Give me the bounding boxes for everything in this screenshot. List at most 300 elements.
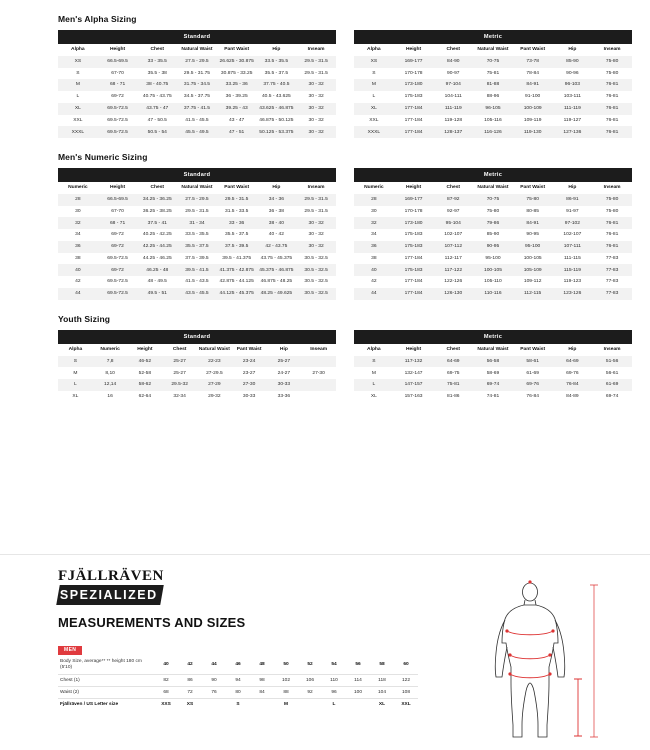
cell: 34 [354,229,394,241]
cell: 40 [58,264,98,276]
cell: 40 [354,264,394,276]
col-header: Alpha [58,44,98,56]
cell: 104-111 [433,91,473,103]
cell: 69.5-72.5 [98,288,138,300]
cell: 69.5-72.5 [98,115,138,127]
cell: 27.5 - 29.5 [177,56,217,68]
cell: 46.875 - 50.125 [257,115,297,127]
cell: 46-52 [128,356,163,368]
col-header: Hip [553,182,593,194]
size-col-header: 46 [226,656,250,674]
cell: 41.5 - 43.5 [177,276,217,288]
cell: 177-184 [394,115,434,127]
cell: 29.5 - 31.5 [217,194,257,206]
cell: 27.5 - 29.5 [177,194,217,206]
section-mens-alpha [0,0,650,138]
table-row [58,126,336,138]
cell: 76-81 [592,217,632,229]
cell: 69-74 [473,379,513,391]
cell: 36 [58,241,98,253]
cell: 79-86 [473,217,513,229]
col-header: Alpha [354,344,394,356]
cell: 44 [58,288,98,300]
table-row [58,241,336,253]
col-header: Hip [257,182,297,194]
table-header-bar: Metric [354,168,632,182]
cell: 40.75 - 43.75 [137,91,177,103]
cell: 82 [154,674,178,686]
col-header: Pant Waist [232,344,267,356]
cell: 32 [58,217,98,229]
cell: 175-183 [394,229,434,241]
cell: XL [58,391,93,403]
col-header: Inseam [296,44,336,56]
size-col-header: 42 [178,656,202,674]
table-row [58,264,336,276]
cell: 177-184 [394,253,434,265]
col-header: Numeric [93,344,128,356]
panel-title: MEASUREMENTS AND SIZES [58,615,246,630]
cell: 30.5 - 32.5 [296,276,336,288]
cell: 84-90 [433,56,473,68]
cell: 75-81 [473,68,513,80]
cell: 69-72 [98,229,138,241]
cell: 84-91 [513,79,553,91]
col-header: Inseam [592,344,632,356]
cell: 90-96 [553,68,593,80]
cell: 30.5 - 32.5 [296,253,336,265]
cell: 36 - 38 [257,206,297,218]
cell: 46.875 - 48.25 [257,276,297,288]
cell: 109-119 [513,115,553,127]
cell: 37.75 - 41.5 [177,103,217,115]
cell [301,356,336,368]
cell: 25-27 [267,356,302,368]
cell: 76-81 [592,79,632,91]
cell: 69.5-72.5 [98,276,138,288]
table-row [58,276,336,288]
table-row [58,115,336,127]
cell: 43 - 47 [217,115,257,127]
table-metric [354,168,632,300]
cell: 38 - 40 [257,217,297,229]
cell: 76-81 [592,115,632,127]
cell: 68 - 71 [98,79,138,91]
cell: 38 [58,253,98,265]
cell: 42.25 - 44.25 [137,241,177,253]
cell: 67-70 [98,68,138,80]
col-header: Height [128,344,163,356]
cell: 96-105 [473,103,513,115]
table-row [354,115,632,127]
brand-logo-primary: FJÄLLRÄVEN [58,568,164,584]
size-col-header: 56 [346,656,370,674]
cell: 116-126 [473,126,513,138]
col-header: Hip [553,44,593,56]
cell: L [354,379,394,391]
cell: 112-117 [433,253,473,265]
cell: 34 [58,229,98,241]
cell: 29.5 - 31.75 [177,68,217,80]
cell: 75-80 [513,194,553,206]
cell: XXL [58,115,98,127]
cell: 69-74 [592,391,632,403]
col-header: Natural Waist [473,344,513,356]
size-col-header: 50 [274,656,298,674]
cell: 90-95 [513,229,553,241]
cell: 111-119 [553,103,593,115]
col-header: Natural Waist [473,44,513,56]
cell: 69-76 [553,367,593,379]
cell: 175-183 [394,264,434,276]
cell: 29-32 [197,391,232,403]
col-header: Chest [433,44,473,56]
table-row [58,217,336,229]
cell: 84-91 [513,217,553,229]
cell [346,698,370,710]
cell: 30-33 [267,379,302,391]
cell: 24-27 [267,367,302,379]
table-row [354,206,632,218]
cell: 30-33 [232,391,267,403]
cell: 102-107 [433,229,473,241]
cell: 48 - 49.5 [137,276,177,288]
col-header: Chest [433,182,473,194]
cell: 119-127 [553,115,593,127]
cell: 96 [322,686,346,698]
table-row [58,391,336,403]
cell: 106 [298,674,322,686]
cell: 34.25 - 36.25 [137,194,177,206]
cell: 44 [354,288,394,300]
col-header: Chest [137,44,177,56]
cell: 126-130 [433,288,473,300]
col-header: Height [394,344,434,356]
cell: 77-83 [592,253,632,265]
size-col-header: 44 [202,656,226,674]
col-header: Pant Waist [217,182,257,194]
table-row [58,206,336,218]
col-header: Hip [267,344,302,356]
cell: 30.5 - 32.5 [296,264,336,276]
cell: 69-72 [98,241,138,253]
cell: 73-78 [513,56,553,68]
cell: 58-61 [513,356,553,368]
size-col-header: 52 [298,656,322,674]
cell: 90 [202,674,226,686]
cell: 86-91 [553,194,593,206]
cell: 39.25 - 43 [217,103,257,115]
cell: S [354,68,394,80]
brand-panel [0,554,650,750]
cell: 36.25 - 38.25 [137,206,177,218]
cell: 43.75 - 47 [137,103,177,115]
size-col-header: 54 [322,656,346,674]
measurements-note [58,656,154,674]
cell: 132-147 [394,367,434,379]
cell: M [354,367,394,379]
cell: S [236,701,240,707]
cell: 69-76 [513,379,553,391]
cell: 25-27 [162,356,197,368]
cell: 88-96 [473,91,513,103]
cell: 75-80 [473,206,513,218]
cell: 119-123 [553,276,593,288]
cell: 69.5-72.5 [98,253,138,265]
cell: 92-97 [433,206,473,218]
measurements-table [58,656,418,710]
col-header: Pant Waist [513,344,553,356]
col-header: Natural Waist [197,344,232,356]
cell: 31.5 - 33.5 [217,206,257,218]
col-header: Height [394,44,434,56]
table-row [58,56,336,68]
cell: 56-58 [473,356,513,368]
cell: 107-111 [553,241,593,253]
col-header: Height [394,182,434,194]
cell: 100-105 [513,253,553,265]
cell: 77-83 [592,276,632,288]
cell: 36 - 39.25 [217,91,257,103]
cell: 76-81 [592,91,632,103]
cell: XS [186,701,194,707]
cell: 29.5 - 31.5 [296,68,336,80]
cell: 38 - 40.75 [137,79,177,91]
size-col-header: 40 [154,656,178,674]
cell: 31.75 - 34.5 [177,79,217,91]
cell: 76-84 [553,379,593,391]
cell: 110-116 [473,288,513,300]
cell [298,698,322,710]
cell: 44.125 - 45.375 [217,288,257,300]
cell: 16 [93,391,128,403]
col-header: Numeric [58,182,98,194]
cell: 147-157 [394,379,434,391]
cell: 46.25 - 48 [137,264,177,276]
cell: 91-100 [513,91,553,103]
cell: 102 [274,674,298,686]
cell: 27-30 [232,379,267,391]
cell: 88 [274,686,298,698]
cell: 77-83 [592,264,632,276]
body-measurement-diagram [458,579,628,744]
cell: 122 [394,674,418,686]
cell: 43.5 - 45.5 [177,288,217,300]
table-row [354,253,632,265]
cell: XL [354,103,394,115]
cell: 80-85 [513,206,553,218]
table-row [58,91,336,103]
row-label: Fjällräven / US Letter size [60,701,119,707]
cell: L [354,91,394,103]
cell: 37.5 - 39.5 [177,253,217,265]
cell: 123-126 [553,288,593,300]
cell: 34 - 36 [257,194,297,206]
cell: 128-137 [433,126,473,138]
cell: 69.5-72.5 [98,103,138,115]
cell: 108 [394,686,418,698]
cell [202,698,226,710]
table-row [354,264,632,276]
cell: 30 [58,206,98,218]
cell: 76-84 [513,391,553,403]
cell: 76-81 [592,241,632,253]
cell: 37.5 - 39.5 [217,241,257,253]
table-row [354,194,632,206]
table-row [354,126,632,138]
table-row [58,194,336,206]
table-standard [58,168,336,300]
col-header: Chest [137,182,177,194]
cell: 62-64 [128,391,163,403]
cell: 97-102 [553,217,593,229]
cell: 68 - 71 [98,217,138,229]
cell: 23-27 [232,367,267,379]
cell: L [332,701,336,707]
cell: 23-24 [232,356,267,368]
cell: 58-62 [128,379,163,391]
cell: M [284,701,288,707]
cell: 74-81 [473,391,513,403]
brand-logo-secondary: SPEZIALIZED [59,588,158,602]
col-header: Height [98,44,138,56]
cell: 95-100 [473,253,513,265]
col-header: Alpha [354,44,394,56]
cell: 76-81 [592,126,632,138]
table-row [354,229,632,241]
cell: 70-75 [473,194,513,206]
cell: 32-34 [162,391,197,403]
cell: 35.5 - 37.5 [217,229,257,241]
cell: 50.125 - 53.375 [257,126,297,138]
section-youth [0,314,650,403]
cell: 85-90 [553,56,593,68]
col-header: Hip [257,44,297,56]
cell: 47 - 50.5 [137,115,177,127]
row-label: Waist (2) [58,686,154,698]
col-header: Hip [553,344,593,356]
cell: 170-178 [394,68,434,80]
cell: 77-83 [592,288,632,300]
section-title: Youth Sizing [58,313,111,324]
cell: 12,14 [93,379,128,391]
cell: 33.25 - 36 [217,79,257,91]
cell: 33 - 35.5 [137,56,177,68]
col-header: Inseam [592,44,632,56]
cell: 173-180 [394,79,434,91]
table-row [58,686,418,698]
cell: 84 [250,686,274,698]
cell: 41.5 - 45.5 [177,115,217,127]
table-row [58,229,336,241]
cell: 85-90 [473,229,513,241]
cell: 175-183 [394,91,434,103]
brand-logo-secondary-wrap [56,585,163,605]
cell: 105-116 [473,115,513,127]
cell: 27-29 [197,379,232,391]
cell [301,379,336,391]
cell: 76 [202,686,226,698]
cell: S [58,68,98,80]
cell: 102-107 [553,229,593,241]
cell: 100 [346,686,370,698]
table-row [58,356,336,368]
cell: 177-184 [394,103,434,115]
table-row [58,367,336,379]
col-header: Pant Waist [217,44,257,56]
table-row [354,379,632,391]
cell: 29.5 - 31.5 [296,206,336,218]
cell: 100-105 [473,264,513,276]
cell: 26.625 - 30.875 [217,56,257,68]
cell: 66.5-69.5 [98,56,138,68]
cell: 39.5 - 41.5 [177,264,217,276]
cell: 47 - 51 [217,126,257,138]
cell: 27-29.5 [197,367,232,379]
cell: 49.5 - 51 [137,288,177,300]
size-col-header: 58 [370,656,394,674]
col-header: Natural Waist [177,182,217,194]
tables-row [0,30,650,138]
tables-row [0,168,650,300]
cell: 51-56 [592,356,632,368]
cell: 173-180 [394,217,434,229]
cell: XL [354,391,394,403]
cell: XL [378,701,386,707]
table-standard [58,30,336,138]
cell: 84-89 [553,391,593,403]
cell: 7,8 [93,356,128,368]
cell: 170-178 [394,206,434,218]
cell: 58-69 [473,367,513,379]
cell: 30 - 32 [296,91,336,103]
cell: 28 [58,194,98,206]
cell: 75-80 [592,56,632,68]
cell: 45.5 - 49.5 [177,126,217,138]
cell: 34.5 - 37.75 [177,91,217,103]
table-row [354,217,632,229]
cell: 119-130 [513,126,553,138]
table-row [354,288,632,300]
cell: 30.5 - 32.5 [296,288,336,300]
section-mens-numeric [0,152,650,300]
cell: 112-115 [513,288,553,300]
cell: 67-70 [98,206,138,218]
col-header: Chest [433,344,473,356]
col-header: Natural Waist [473,182,513,194]
table-row [58,379,336,391]
cell: L [58,379,93,391]
table-row [58,288,336,300]
cell: 69-72 [98,91,138,103]
section-title: Men's Alpha Sizing [58,14,137,24]
cell: 42 [58,276,98,288]
cell: 94 [226,674,250,686]
col-header: Numeric [354,182,394,194]
cell: 42 - 43.75 [257,241,297,253]
table-row [354,367,632,379]
cell: 103-111 [553,91,593,103]
cell: 8,10 [93,367,128,379]
cell: 122-126 [433,276,473,288]
cell: 40 - 42 [257,229,297,241]
table-header-bar: Standard [58,330,336,344]
table-row [58,68,336,80]
cell: XXL [401,701,411,707]
cell: 110 [322,674,346,686]
cell: 36 [354,241,394,253]
table-row [354,103,632,115]
